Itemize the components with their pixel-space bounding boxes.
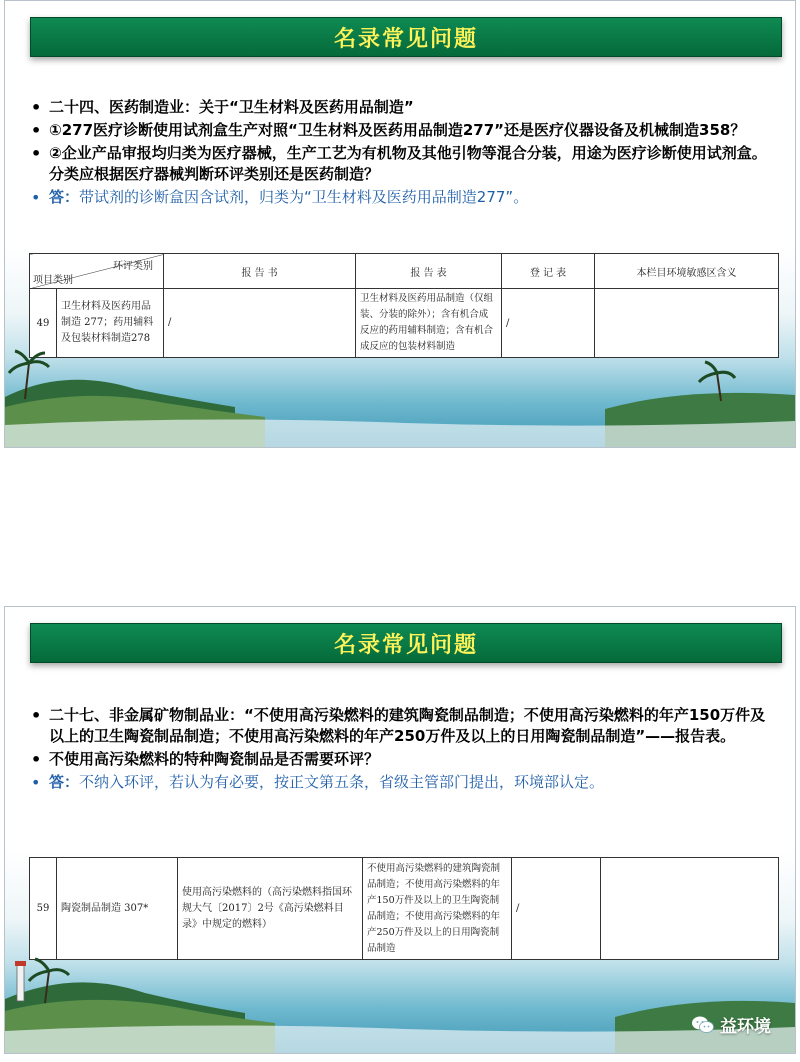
diagonal-header-cell — [30, 254, 164, 289]
col-register: 登 记 表 — [502, 254, 595, 289]
watermark-text: 益环境 — [720, 1017, 771, 1037]
slide-title: 名录常见问题 — [333, 631, 478, 658]
answer-label: 答： — [49, 773, 80, 791]
slide-1 — [4, 0, 796, 448]
slide-2 — [4, 606, 796, 1054]
bullet-item: • ②企业产品审报均归类为医疗器械，生产工艺为有机物及其他引物等混合分装，用途为医疗诊断使用试剂盒。分类应根据医疗器械判断环评类别还是医药制造？ — [29, 143, 777, 185]
island-scenery — [5, 337, 795, 447]
row-report-book: 使用高污染燃料的（高污染燃料指国环规大气〔2017〕2号《高污染燃料目录》中规定的燃料） — [178, 858, 363, 960]
watermark-logo — [692, 1012, 771, 1037]
answer-item — [29, 772, 777, 793]
title-banner — [30, 623, 782, 663]
bullet-item: • 二十七、非金属矿物制品业：“不使用高污染燃料的建筑陶瓷制品制造；不使用高污染燃料的年产150万件及以上的卫生陶瓷制品制造；不使用高污染燃料的年产250万件及以上的日用陶瓷制品制造”——报告表。 — [29, 705, 777, 747]
answer-item — [29, 187, 777, 208]
row-category: 陶瓷制品制造 307* — [57, 858, 178, 960]
row-register: / — [502, 289, 595, 358]
row-category: 卫生材料及医药用品制造 277；药用辅料及包装材料制造278 — [57, 289, 164, 358]
bullet-item: • 二十四、医药制造业：关于“卫生材料及医药用品制造” — [29, 97, 777, 118]
slide-title: 名录常见问题 — [333, 25, 478, 52]
row-number: 49 — [30, 289, 57, 358]
answer-text: 带试剂的诊断盒因含试剂，归类为“卫生材料及医药用品制造277”。 — [79, 188, 529, 206]
row-register: / — [512, 858, 601, 960]
row-report-form: 卫生材料及医药用品制造（仅组装、分装的除外）；含有机合成反应的药用辅料制造；含有机合成反应的包装材料制造 — [356, 289, 502, 358]
col-sensitive-area: 本栏目环境敏感区含义 — [595, 254, 779, 289]
col-report-form: 报 告 表 — [356, 254, 502, 289]
bullet-item: • ①277医疗诊断使用试剂盒生产对照“卫生材料及医药用品制造277”还是医疗仪器设备及机械制造358？ — [29, 120, 777, 141]
row-report-form: 不使用高污染燃料的建筑陶瓷制品制造；不使用高污染燃料的年产150万件及以上的卫生陶瓷制品制造；不使用高污染燃料的年产250万件及以上的日用陶瓷制品制造 — [363, 858, 512, 960]
header-project-category: 项目类别 — [33, 275, 73, 286]
title-banner — [30, 17, 782, 57]
answer-text: 不纳入环评，若认为有必要，按正文第五条，省级主管部门提出，环境部认定。 — [79, 773, 605, 791]
island-scenery — [5, 943, 795, 1053]
answer-label: 答： — [49, 188, 80, 206]
col-report-book: 报 告 书 — [164, 254, 356, 289]
bullet-item: • 不使用高污染燃料的特种陶瓷制品是否需要环评？ — [29, 749, 777, 770]
row-number: 59 — [30, 858, 57, 960]
table-header-row — [30, 254, 779, 289]
header-env-category: 环评类别 — [113, 261, 153, 272]
row-report-book: / — [164, 289, 356, 358]
question-list — [29, 705, 777, 795]
question-list — [29, 97, 777, 210]
wechat-icon — [692, 1016, 714, 1034]
